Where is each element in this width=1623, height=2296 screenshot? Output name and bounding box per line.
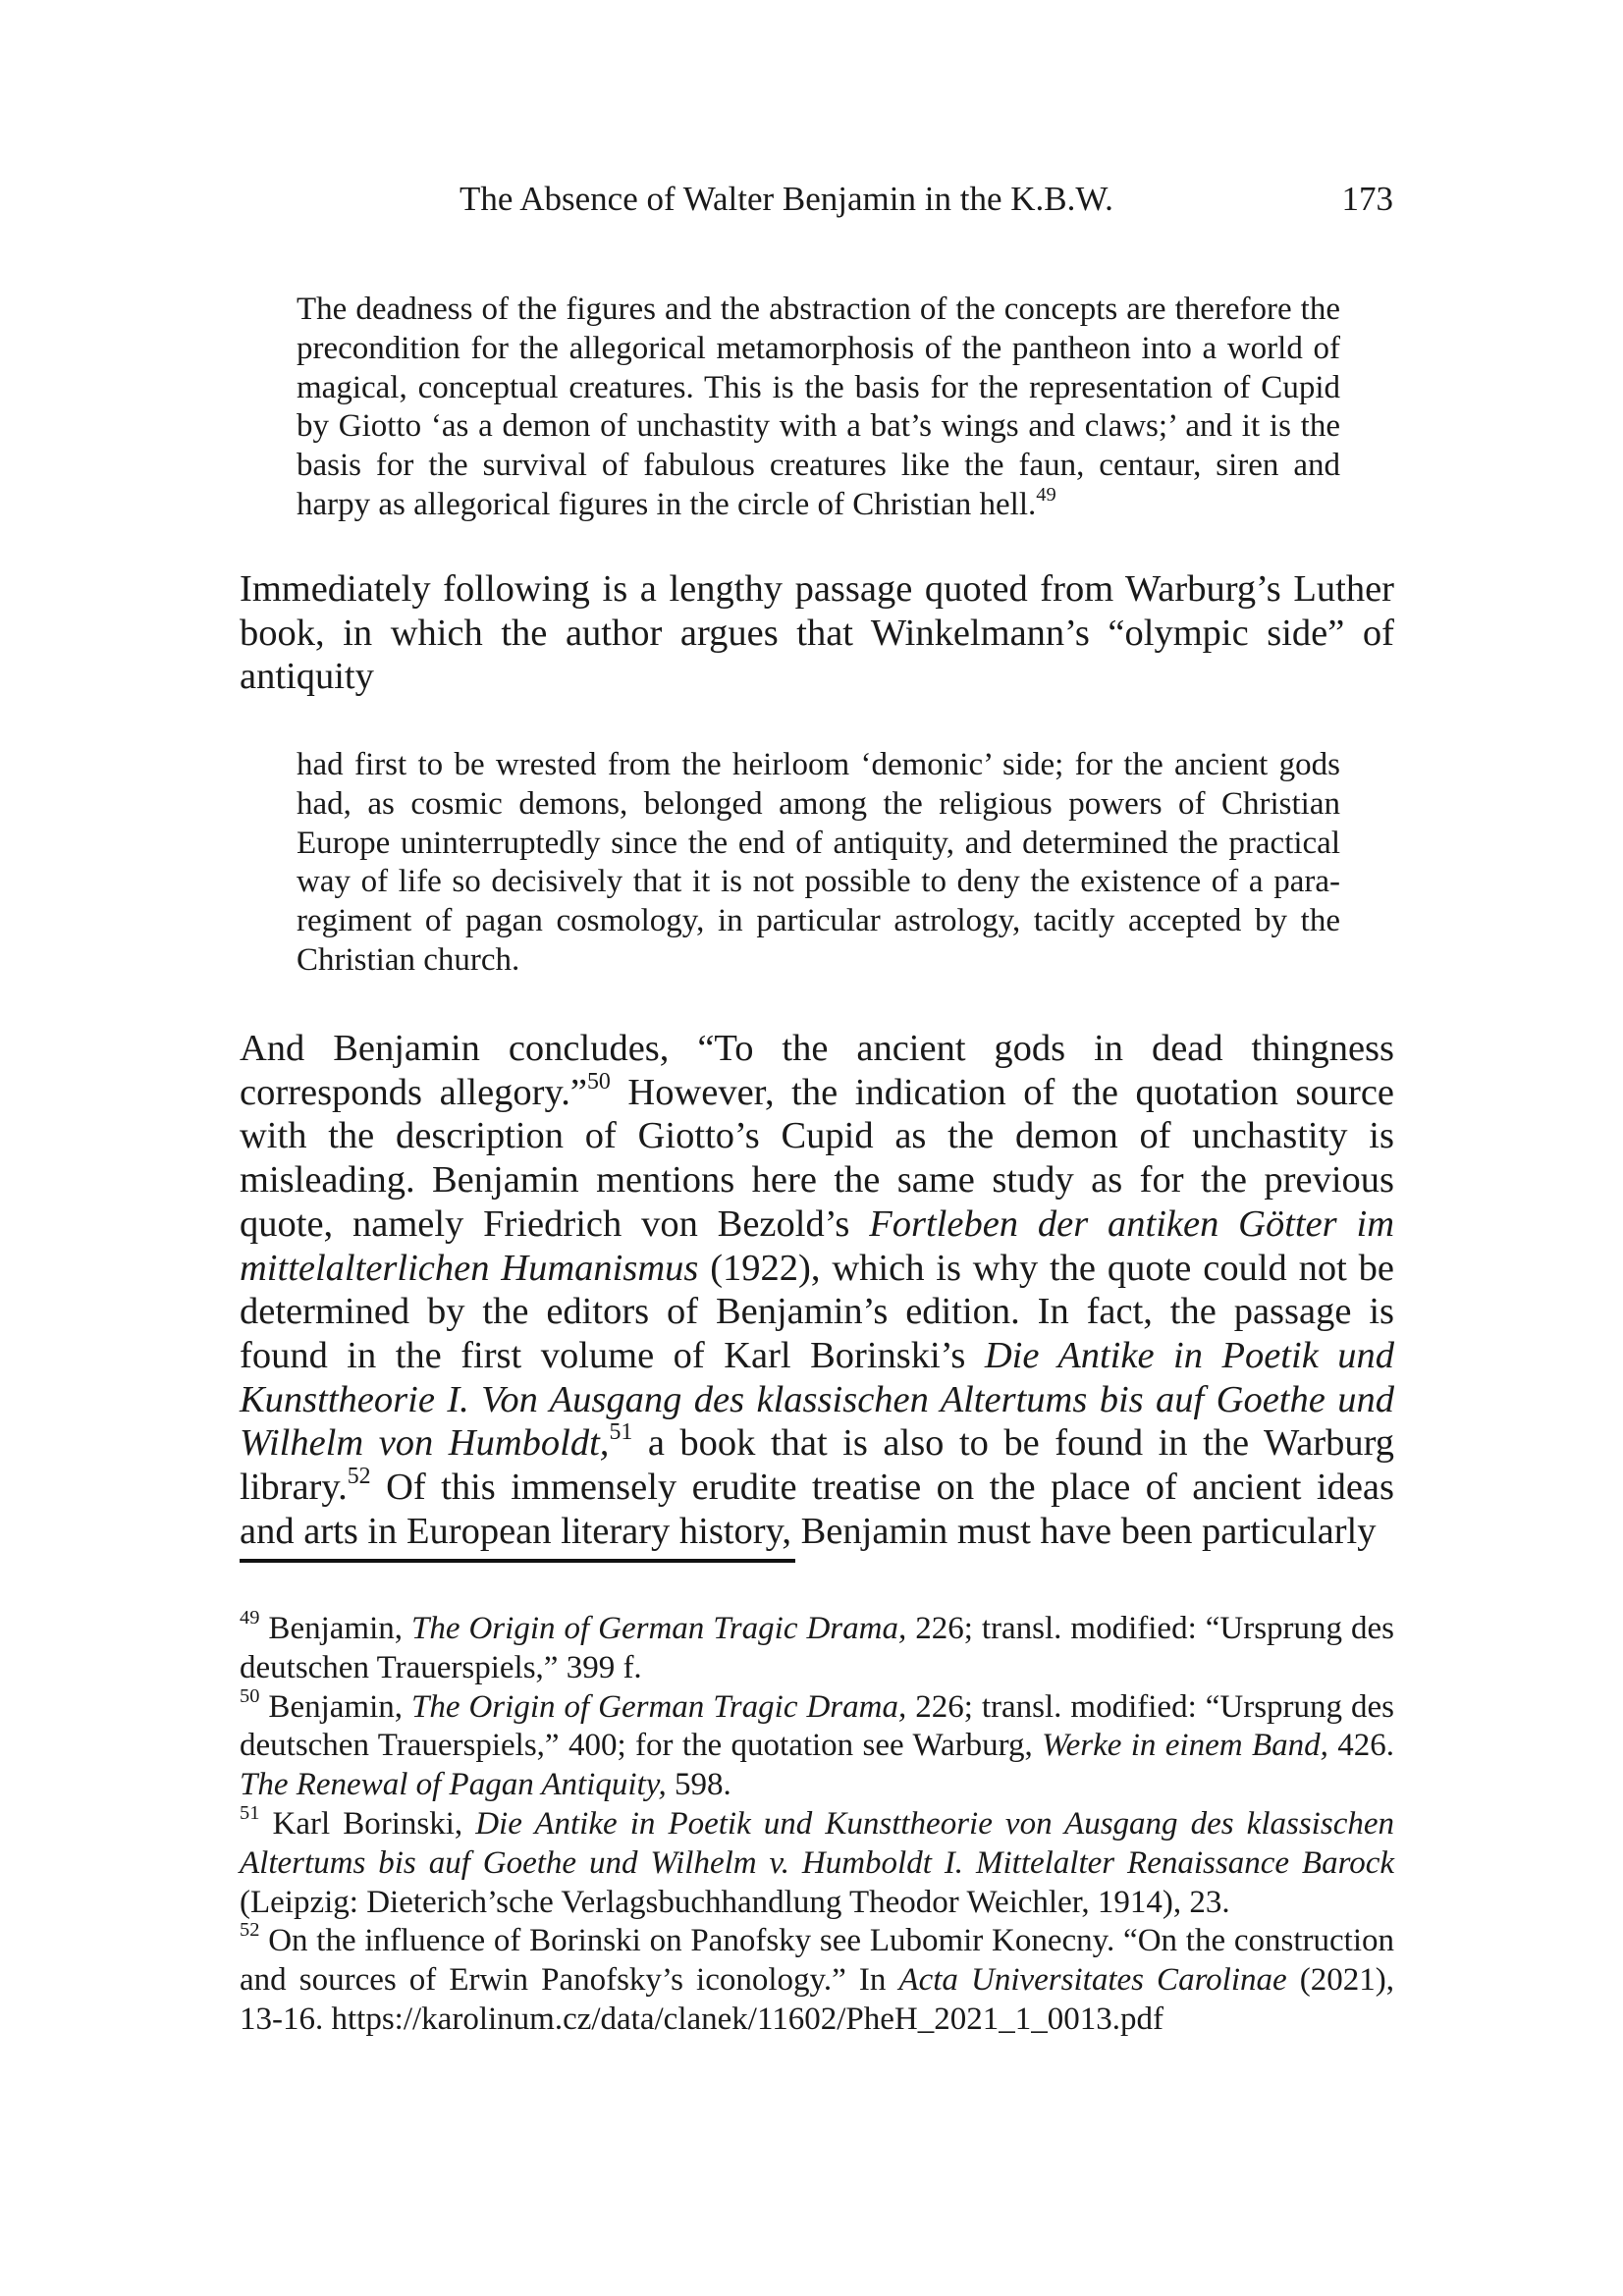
footnote-text: Karl Borinski, xyxy=(259,1805,476,1842)
footnote-separator xyxy=(240,1559,795,1563)
footnote-text: (2021), 13-16. xyxy=(240,1962,1394,2037)
body-paragraph-2-text-c: (1922), which is why the quote could not be determined by the editors of Benjamin’s edition. In fact, the passage is found in the first volume of Karl Borinski’s xyxy=(240,1247,1394,1376)
body-paragraph-2-text-a: And Benjamin concludes, “To the ancient gods in dead thingness corresponds allegory.” xyxy=(240,1028,1394,1113)
running-header xyxy=(242,175,1393,224)
book-title-borinski: Die Antike in Poetik und Kunsttheorie I. Von Ausgang des klassischen Altertums bis auf Goethe und Wilhelm von Humboldt, xyxy=(240,1334,1395,1465)
body-paragraph-2-text-b: However, the indication of the quotation source with the description of Giotto’s Cupid as the demon of unchastity is misleading. Benjamin mentions here the same study as for the previous quote, namely Friedrich von Bezold’s xyxy=(240,1071,1395,1245)
footnote-ref-49[interactable]: 49 xyxy=(1036,483,1056,506)
block-quote-2 xyxy=(297,746,1340,981)
footnote-number: 51 xyxy=(240,1801,260,1824)
footnote-text: Benjamin, xyxy=(259,1688,411,1725)
footnote-italic: The Renewal of Pagan Antiquity, xyxy=(240,1767,667,1803)
footnote-url-link[interactable]: https://karolinum.cz/data/clanek/11602/PheH_2021_1_0013.pdf xyxy=(331,2001,1163,2037)
footnote-italic: The Origin of German Tragic Drama, xyxy=(410,1688,907,1725)
footnote-text: Benjamin, xyxy=(259,1611,411,1646)
footnote-number: 52 xyxy=(240,1919,260,1942)
footnote-italic: The Origin of German Tragic Drama, xyxy=(410,1611,907,1646)
footnote-52 xyxy=(240,1919,1394,2039)
footnote-ref-51[interactable]: 51 xyxy=(609,1419,633,1446)
footnote-text: 598. xyxy=(666,1767,731,1803)
footnote-51 xyxy=(240,1801,1394,1922)
page-number: 173 xyxy=(1341,180,1393,218)
footnote-italic: Werke in einem Band, xyxy=(1042,1728,1328,1764)
block-quote-1-text: The deadness of the figures and the abstraction of the concepts are therefore the precondition for the allegorical metamorphosis of the pantheon into a world of magical, conceptual creatures. This is the basis for the representation of Cupid by Giotto ‘as a demon of unchastity with a bat’s wings and claws;’ and it is the basis for the survival of fabulous creatures like the faun, centaur, siren and harpy as allegorical figures in the circle of Christian hell. xyxy=(297,292,1340,522)
body-paragraph-2-text-d: a book that is also to be found in the Warburg library. xyxy=(240,1422,1394,1509)
body-paragraph-2-text-e: Of this immensely erudite treatise on the place of ancient ideas and arts in European literary history, Benjamin must have been particularly xyxy=(240,1467,1394,1552)
block-quote-1 xyxy=(297,291,1340,525)
body-paragraph-2 xyxy=(240,1027,1394,1553)
footnote-text: 426. xyxy=(1327,1728,1394,1764)
footnote-italic: Acta Universitates Carolinae xyxy=(898,1962,1287,1999)
footnotes xyxy=(240,1606,1394,2040)
footnote-text: 226; transl. modified: “Ursprung des deutschen Trauerspiels,” 399 f. xyxy=(240,1611,1394,1685)
footnote-number: 50 xyxy=(240,1684,260,1707)
footnote-text: (Leipzig: Dieterich’sche Verlagsbuchhandlung Theodor Weichler, 1914), 23. xyxy=(240,1884,1230,1920)
running-title: The Absence of Walter Benjamin in the K.B.W. xyxy=(460,180,1113,218)
footnote-ref-50[interactable]: 50 xyxy=(586,1068,611,1095)
block-quote-2-text: had first to be wrested from the heirloom ‘demonic’ side; for the ancient gods had, as cosmic demons, belonged among the religious powers of Christian Europe uninterruptedly since the end of antiquity, and determined the practical way of life so decisively that it is not possible to deny the existence of a para-regiment of pagan cosmology, in particular astrology, tacitly accepted by the Christian church. xyxy=(297,747,1340,978)
footnote-text: 226; transl. modified: “Ursprung des deutschen Trauerspiels,” 400; for the quotation see Warburg, xyxy=(240,1688,1394,1764)
footnote-number: 49 xyxy=(240,1606,260,1629)
footnote-ref-52[interactable]: 52 xyxy=(347,1463,371,1489)
body-paragraph-1-text: Immediately following is a lengthy passage quoted from Warburg’s Luther book, in which the author argues that Winkelmann’s “olympic side” of antiquity xyxy=(240,568,1394,698)
footnote-49 xyxy=(240,1606,1394,1688)
footnote-italic: Die Antike in Poetik und Kunsttheorie von Ausgang des klassischen Altertums bis auf Goethe und Wilhelm v. Humboldt I. Mittelalter Renaissance Barock xyxy=(240,1805,1394,1881)
footnote-text: On the influence of Borinski on Panofsky see Lubomir Konecny. “On the construction and sources of Erwin Panofsky’s iconology.” In xyxy=(240,1923,1394,1999)
footnote-50 xyxy=(240,1684,1394,1805)
book-title-bezold: Fortleben der antiken Götter im mittelalterlichen Humanismus xyxy=(240,1202,1394,1289)
body-paragraph-1 xyxy=(240,567,1394,699)
